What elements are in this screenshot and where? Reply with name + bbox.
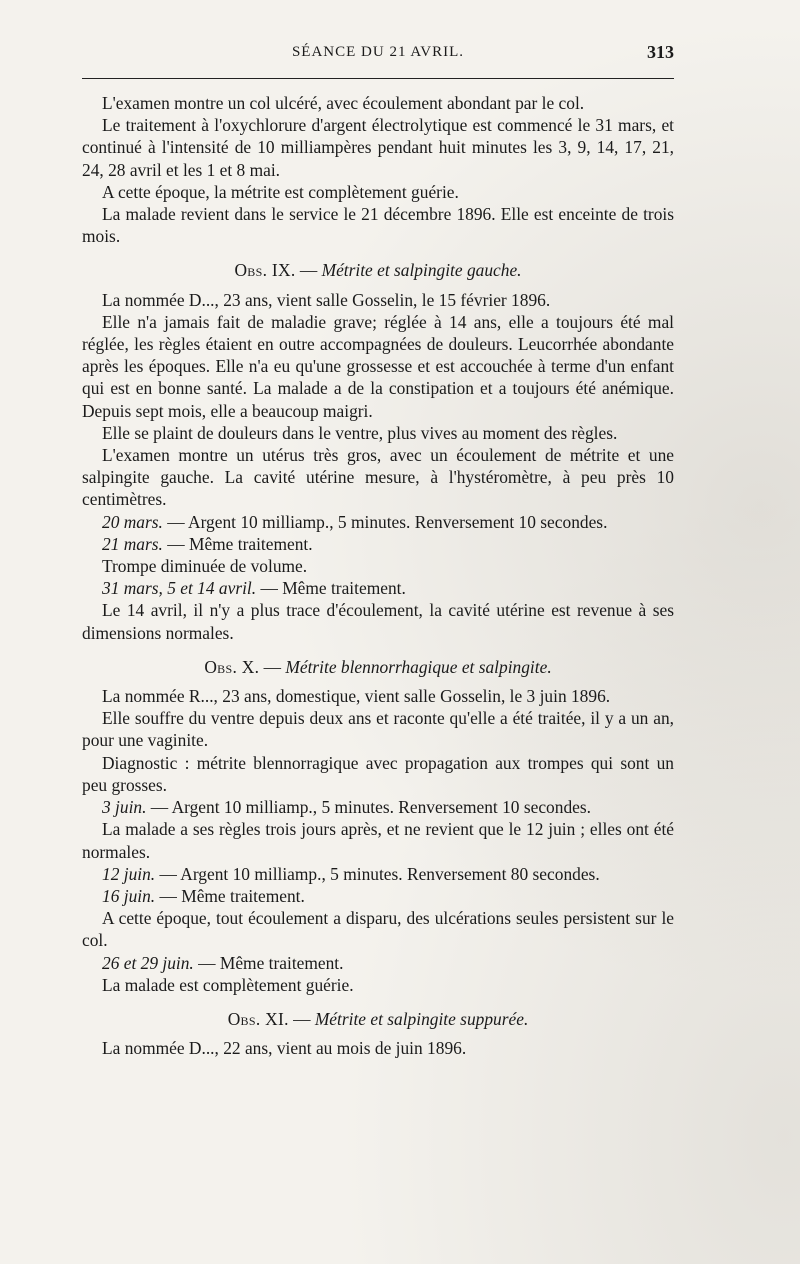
paragraph: A cette époque, la métrite est complètement guérie. bbox=[102, 181, 459, 202]
page-header bbox=[82, 44, 674, 70]
observation-title: Métrite et salpingite suppurée. bbox=[314, 1008, 529, 1029]
header-rule bbox=[82, 78, 674, 79]
paragraph: La malade a ses règles trois jours après, et ne revient que le 12 juin ; elles ont été normales. bbox=[82, 819, 674, 862]
entry-date: 16 juin. bbox=[102, 885, 156, 906]
heading-dash: — bbox=[288, 1008, 315, 1029]
dated-entry bbox=[82, 511, 674, 533]
entry-text: — Même traitement. bbox=[256, 578, 406, 599]
paragraph: Le traitement à l'oxychlorure d'argent électrolytique est commencé le 31 mars, et continué à l'intensité de 10 milliampères pendant huit minutes les 3, 9, 14, 17, 21, 24, 28 avril et les 1 et 8 mai. bbox=[82, 115, 674, 180]
observation-heading bbox=[82, 656, 674, 678]
paragraph: La nommée D..., 23 ans, vient salle Gosselin, le 15 février 1896. bbox=[102, 289, 551, 310]
dated-entry bbox=[82, 952, 674, 974]
heading-dash: — bbox=[295, 260, 322, 281]
observation-heading bbox=[82, 259, 674, 281]
paragraph: Elle souffre du ventre depuis deux ans et raconte qu'elle a été traitée, il y a un an, pour une vaginite. bbox=[82, 708, 674, 751]
dated-entry bbox=[82, 533, 674, 555]
paragraph: Le 14 avril, il n'y a plus trace d'écoulement, la cavité utérine est revenue à ses dimensions normales. bbox=[82, 600, 674, 643]
running-head: SÉANCE DU 21 AVRIL. bbox=[291, 44, 465, 60]
paragraph: La nommée D..., 22 ans, vient au mois de juin 1896. bbox=[102, 1038, 467, 1059]
paragraph: L'examen montre un utérus très gros, avec un écoulement de métrite et une salpingite gauche. La cavité utérine mesure, à l'hystéromètre, à peu près 10 centimètres. bbox=[82, 445, 674, 510]
paragraph: Diagnostic : métrite blennorragique avec propagation aux trompes qui sont un peu grosses. bbox=[82, 752, 674, 795]
entry-date: 31 mars, 5 et 14 avril. bbox=[102, 578, 257, 599]
paragraph: A cette époque, tout écoulement a disparu, des ulcérations seules persistent sur le col. bbox=[82, 908, 674, 951]
entry-text: — Argent 10 milliamp., 5 minutes. Renversement 80 secondes. bbox=[155, 863, 600, 884]
dated-entry bbox=[82, 863, 674, 885]
dated-entry bbox=[82, 796, 674, 818]
entry-date: 3 juin. bbox=[102, 797, 147, 818]
observation-title: Métrite blennorrhagique et salpingite. bbox=[285, 656, 552, 677]
paragraph: La malade revient dans le service le 21 décembre 1896. Elle est enceinte de trois mois. bbox=[82, 204, 674, 247]
paragraph: L'examen montre un col ulcéré, avec écoulement abondant par le col. bbox=[102, 93, 585, 113]
paragraph: La nommée R..., 23 ans, domestique, vient salle Gosselin, le 3 juin 1896. bbox=[102, 686, 611, 707]
heading-dash: — bbox=[259, 656, 286, 677]
dated-entry bbox=[82, 577, 674, 599]
entry-text: — Même traitement. bbox=[162, 533, 313, 554]
observation-label: Obs. X. bbox=[204, 656, 260, 677]
entry-date: 21 mars. bbox=[102, 533, 163, 554]
entry-date: 26 et 29 juin. bbox=[102, 952, 194, 973]
paragraph: Elle n'a jamais fait de maladie grave; réglée à 14 ans, elle a toujours été mal réglée, les règles étaient en outre accompagnées de douleurs. Leucorrhée abondante après les époques. Elle n'a eu qu'une grossesse et est accouchée à terme d'un enfant qui est en bonne santé. La malade a de la constipation et a toujours été anémique. Depuis sept mois, elle a beaucoup maigri. bbox=[82, 311, 674, 421]
page-number: 313 bbox=[647, 42, 674, 62]
entry-date: 20 mars. bbox=[102, 511, 163, 532]
entry-date: 12 juin. bbox=[102, 863, 156, 884]
entry-text: — Même traitement. bbox=[155, 885, 305, 906]
paragraph: Elle se plaint de douleurs dans le ventre, plus vives au moment des règles. bbox=[102, 422, 618, 443]
paragraph: La malade est complètement guérie. bbox=[102, 974, 354, 995]
observation-label: Obs. XI. bbox=[227, 1008, 289, 1029]
observation-title: Métrite et salpingite gauche. bbox=[321, 260, 522, 281]
entry-text: — Même traitement. bbox=[193, 952, 344, 973]
observation-heading bbox=[82, 1008, 674, 1030]
entry-text: — Argent 10 milliamp., 5 minutes. Renversement 10 secondes. bbox=[146, 797, 591, 818]
body-text bbox=[82, 92, 674, 1059]
paragraph: Trompe diminuée de volume. bbox=[102, 556, 308, 577]
dated-entry bbox=[82, 885, 674, 907]
observation-label: Obs. IX. bbox=[234, 260, 296, 281]
entry-text: — Argent 10 milliamp., 5 minutes. Renversement 10 secondes. bbox=[162, 511, 608, 532]
